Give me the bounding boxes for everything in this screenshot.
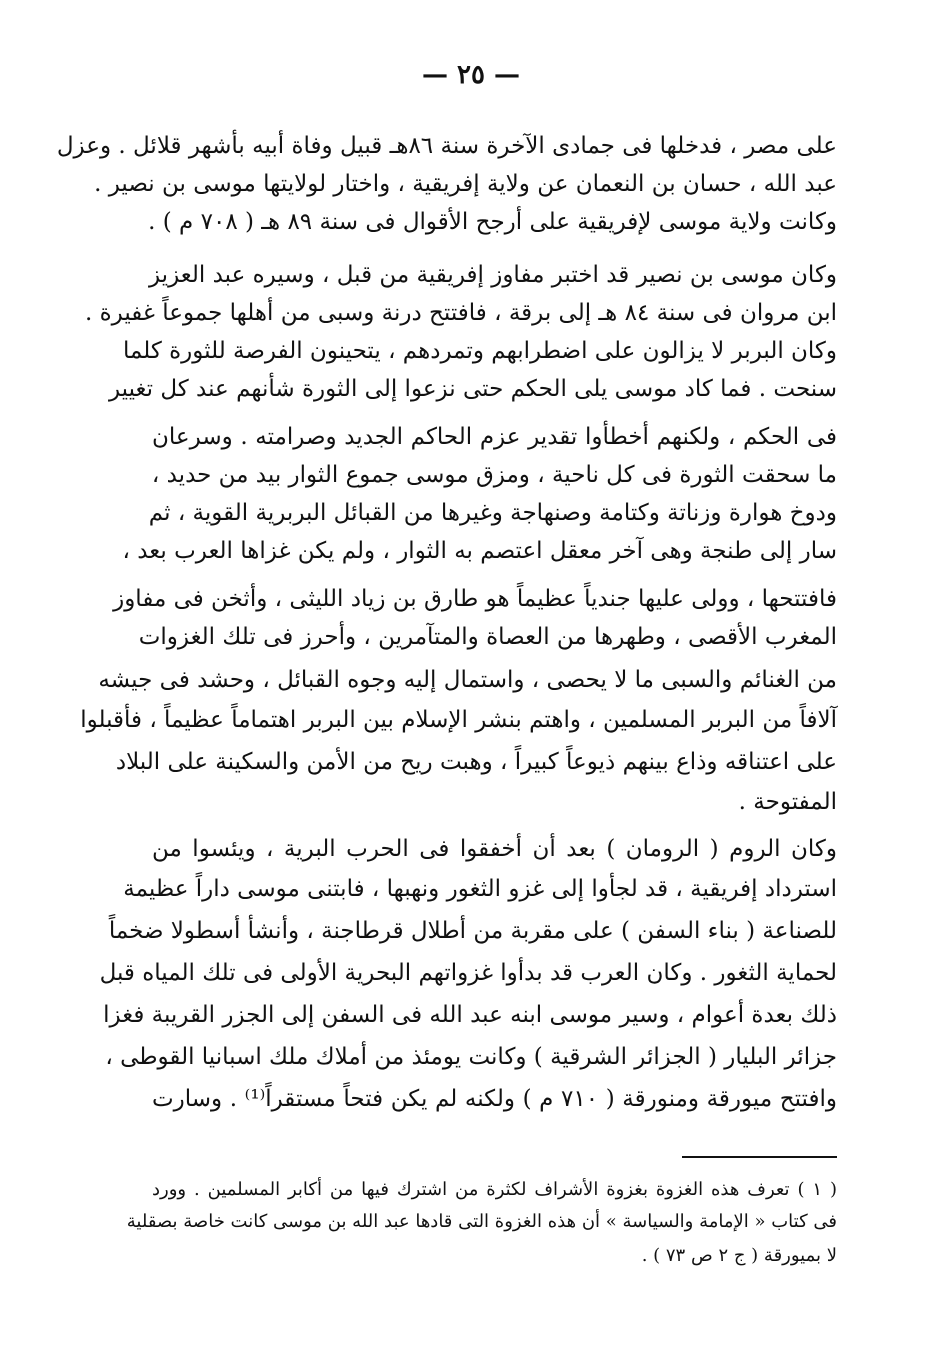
text-line: ودوخ هوارة وزناتة وكتامة وصنهاجة وغيرها من القبائل البربرية القوية ، ثم <box>148 500 837 526</box>
text-line: لحماية الثغور . وكان العرب قد بدأوا غزواتهم البحرية الأولى فى تلك المياه قبل <box>99 960 837 986</box>
text-line: على مصر ، فدخلها فى جمادى الآخرة سنة ٨٦هـ قبيل وفاة أبيه بأشهر قلائل . وعزل <box>56 133 837 159</box>
text-line: على اعتناقه وذاع بينهم ذيوعاً كبيراً ، وهبت ريح من الأمن والسكينة على البلاد <box>115 749 837 775</box>
text-line: ذلك بعدة أعوام ، وسير موسى ابنه عبد الله فى السفن إلى الجزر القريبة فغزا <box>103 1002 837 1028</box>
text-line: فى الحكم ، ولكنهم أخطأوا تقدير عزم الحاكم الجديد وصرامته . وسرعان <box>152 424 837 450</box>
footnote-line: ( ١ ) تعرف هذه الغزوة بغزوة الأشراف لكثرة من اشترك فيها من أكابر المسلمين . وورد <box>152 1179 837 1200</box>
footnote-line: لا بميورقة ( ج ٢ ص ٧٣ ) . <box>641 1245 837 1266</box>
text-line: سنحت . فما كاد موسى يلى الحكم حتى نزعوا إلى الثورة شأنهم عند كل تغيير <box>108 376 837 402</box>
footnote-line: فى كتاب « الإمامة والسياسة » أن هذه الغزوة التى قادها عبد الله بن موسى كانت خاصة بصقلية <box>126 1211 837 1232</box>
text-line: سار إلى طنجة وهى آخر معقل اعتصم به الثوار ، ولم يكن غزاها العرب بعد ، <box>122 538 837 564</box>
text-line: ابن مروان فى سنة ٨٤ هـ إلى برقة ، فافتتح درنة وسبى من أهلها جموعاً غفيرة . <box>84 300 837 326</box>
text-line: المفتوحة . <box>738 789 837 815</box>
text-line: من الغنائم والسبى ما لا يحصى ، واستمال إليه وجوه القبائل ، وحشد فى جيشه <box>98 667 837 693</box>
text-line: للصناعة ( بناء السفن ) على مقربة من أطلال قرطاجنة ، وأنشأ أسطولا ضخماً <box>108 918 837 944</box>
text-line: وكان الروم ( الرومان ) بعد أن أخفقوا فى الحرب البرية ، ويئسوا من <box>152 836 837 862</box>
text-line: فافتتحها ، وولى عليها جندياً عظيماً هو طارق بن زياد الليثى ، وأثخن فى مفاوز <box>113 586 837 612</box>
footnote-divider <box>682 1156 837 1158</box>
text-line: استرداد إفريقية ، قد لجأوا إلى غزو الثغور ونهبها ، فابتنى موسى داراً عظيمة <box>123 876 837 902</box>
text-line: ما سحقت الثورة فى كل ناحية ، ومزق موسى جموع الثوار بيد من حديد ، <box>151 462 837 488</box>
text-line: وكان موسى بن نصير قد اختبر مفاوز إفريقية من قبل ، وسيره عبد العزيز <box>148 262 837 288</box>
text-line: وكان البربر لا يزالون على اضطرابهم وتمردهم ، يتحينون الفرصة للثورة كلما <box>122 338 837 364</box>
text-line: وكانت ولاية موسى لإفريقية على أرجح الأقوال فى سنة ٨٩ هـ ( ٧٠٨ م ) . <box>148 209 837 235</box>
text-line: جزائر البليار ( الجزائر الشرقية ) وكانت يومئذ من أملاك ملك اسبانيا القوطى ، <box>105 1044 837 1070</box>
page-number: — ٢٥ — <box>421 60 521 90</box>
text-line: وافتتح ميورقة ومنورقة ( ٧١٠ م ) ولكنه لم يكن فتحاً مستقراً⁽¹⁾ . وسارت <box>152 1086 837 1112</box>
text-line: آلافاً من البربر المسلمين ، واهتم بنشر الإسلام بين البربر اهتماماً عظيماً ، فأقبلوا <box>80 707 837 733</box>
text-line: المغرب الأقصى ، وطهرها من العصاة والمتآمرين ، وأحرز فى تلك الغزوات <box>138 624 837 650</box>
text-line: عبد الله ، حسان بن النعمان عن ولاية إفريقية ، واختار لولايتها موسى بن نصير . <box>94 171 837 197</box>
